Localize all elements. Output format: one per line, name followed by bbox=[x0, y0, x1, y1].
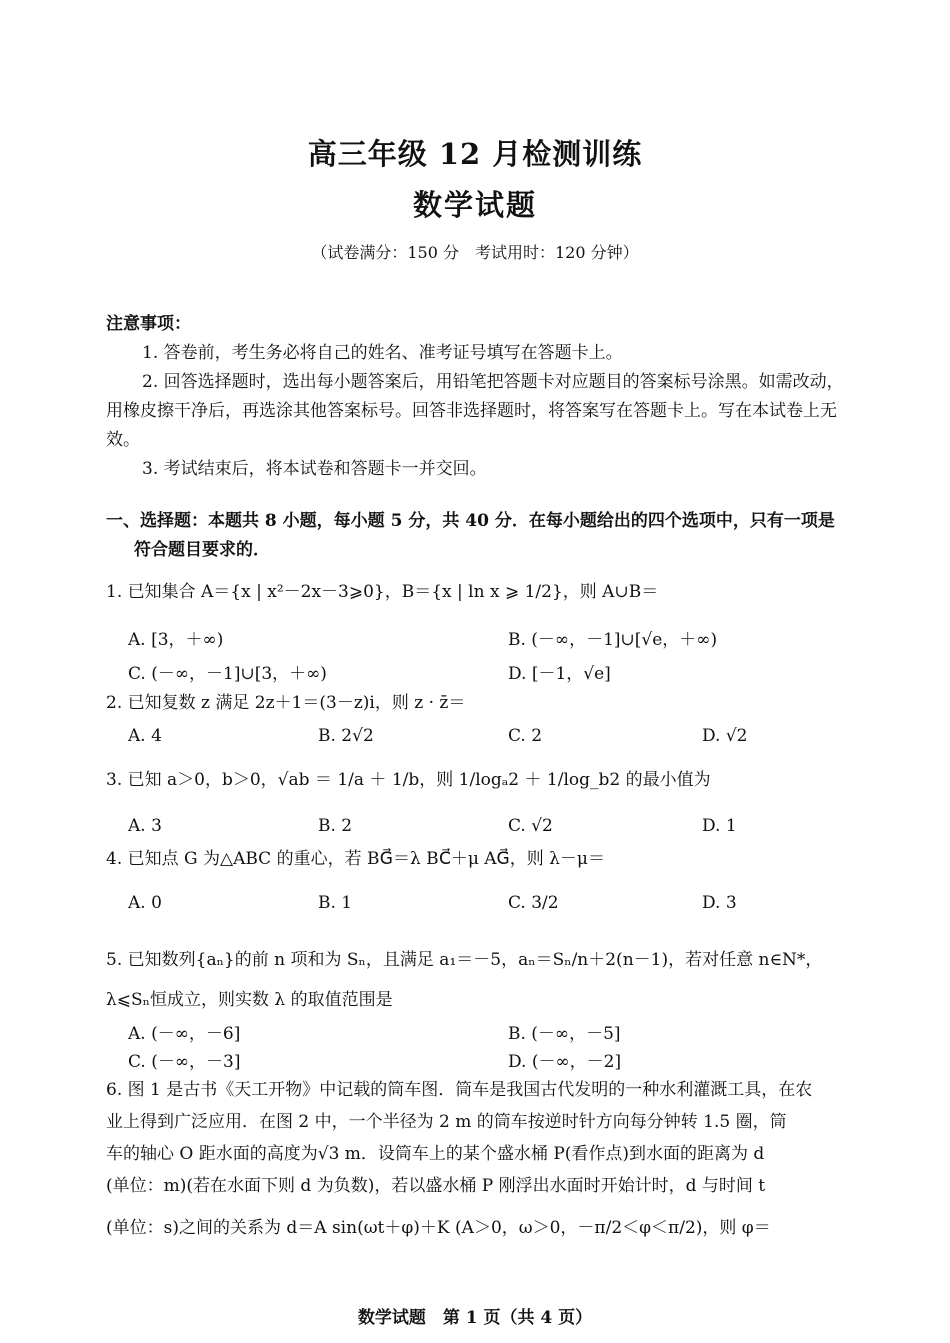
question-6-line: 6. 图 1 是古书《天工开物》中记载的筒车图．筒车是我国古代发明的一种水利灌溉工具，在农 bbox=[106, 1080, 813, 1100]
question-1-option-b: B. (－∞，－1]∪[√e，＋∞) bbox=[508, 630, 718, 650]
question-3-option-c: C. √2 bbox=[508, 816, 553, 836]
question-2-stem: 2. 已知复数 z 满足 2z＋1＝(3－z)i，则 z · z̄＝ bbox=[106, 693, 466, 713]
question-5-option-b: B. (－∞，－5] bbox=[508, 1024, 621, 1044]
exam-title: 高三年级 12 月检测训练 bbox=[307, 137, 643, 171]
notice-heading: 注意事项： bbox=[106, 314, 191, 334]
question-5-option-d: D. (－∞，－2] bbox=[508, 1052, 622, 1072]
question-1-option-d: D. [－1，√e] bbox=[508, 664, 611, 684]
question-4-option-c: C. 3/2 bbox=[508, 893, 559, 913]
notice-item: 3. 考试结束后，将本试卷和答题卡一并交回。 bbox=[142, 459, 487, 479]
notice-item: 1. 答卷前，考生务必将自己的姓名、准考证号填写在答题卡上。 bbox=[142, 343, 623, 363]
question-5-option-c: C. (－∞，－3] bbox=[128, 1052, 241, 1072]
question-2-option-c: C. 2 bbox=[508, 726, 543, 746]
question-6-line: 车的轴心 O 距水面的高度为√3 m．设筒车上的某个盛水桶 P(看作点)到水面的距离为 d bbox=[106, 1144, 765, 1164]
notice-block bbox=[106, 310, 856, 484]
question-3-option-d: D. 1 bbox=[702, 816, 737, 836]
question-1-stem: 1. 已知集合 A＝{x | x²－2x－3⩾0}，B＝{x | ln x ⩾ 1/2}，则 A∪B＝ bbox=[106, 582, 659, 602]
question-5-stem-cont: λ⩽Sₙ恒成立，则实数 λ 的取值范围是 bbox=[106, 990, 393, 1010]
section-heading bbox=[106, 507, 856, 565]
page-footer: 数学试题 第 1 页（共 4 页） bbox=[357, 1308, 593, 1328]
section-heading-line: 一、选择题：本题共 8 小题，每小题 5 分，共 40 分．在每小题给出的四个选项中，只有一项是 bbox=[106, 511, 835, 531]
question-3-option-b: B. 2 bbox=[318, 816, 353, 836]
question-4-option-a: A. 0 bbox=[128, 893, 162, 913]
exam-info: （试卷满分：150 分 考试用时：120 分钟） bbox=[311, 243, 639, 262]
section-heading-line: 符合题目要求的． bbox=[134, 540, 270, 560]
question-3-option-a: A. 3 bbox=[128, 816, 162, 836]
question-1-option-c: C. (－∞，－1]∪[3，＋∞) bbox=[128, 664, 327, 684]
question-4-option-b: B. 1 bbox=[318, 893, 353, 913]
question-6-line: (单位：s)之间的关系为 d＝A sin(ωt＋φ)＋K (A＞0，ω＞0，－π/2＜φ＜π/2)，则 φ＝ bbox=[106, 1218, 771, 1238]
question-6-stem bbox=[106, 1074, 856, 1244]
question-2-option-b: B. 2√2 bbox=[318, 726, 374, 746]
notice-item: 2. 回答选择题时，选出每小题答案后，用铅笔把答题卡对应题目的答案标号涂黑。如需改动，用橡皮擦干净后，再选涂其他答案标号。回答非选择题时，将答案写在答题卡上。写在本试卷上无效。 bbox=[106, 372, 844, 450]
question-5-option-a: A. (－∞，－6] bbox=[128, 1024, 241, 1044]
question-4-stem: 4. 已知点 G 为△ABC 的重心，若 BG⃗＝λ BC⃗＋μ AG⃗，则 λ－μ＝ bbox=[106, 849, 605, 869]
question-2-option-d: D. √2 bbox=[702, 726, 748, 746]
question-4-option-d: D. 3 bbox=[702, 893, 737, 913]
question-6-line: (单位：m)(若在水面下则 d 为负数)，若以盛水桶 P 刚浮出水面时开始计时，d 与时间 t bbox=[106, 1176, 766, 1196]
question-3-stem: 3. 已知 a＞0，b＞0，√ab ＝ 1/a ＋ 1/b，则 1/logₐ2 ＋ 1/log_b2 的最小值为 bbox=[106, 770, 711, 790]
question-5-stem: 5. 已知数列{aₙ}的前 n 项和为 Sₙ，且满足 a₁＝－5，aₙ＝Sₙ/n＋2(n－1)，若对任意 n∈N*， bbox=[106, 950, 823, 970]
exam-subject: 数学试题 bbox=[412, 188, 537, 222]
question-6-line: 业上得到广泛应用．在图 2 中，一个半径为 2 m 的筒车按逆时针方向每分钟转 1.5 圈，筒 bbox=[106, 1112, 787, 1132]
question-2-option-a: A. 4 bbox=[128, 726, 162, 746]
question-1-option-a: A. [3，＋∞) bbox=[128, 630, 224, 650]
